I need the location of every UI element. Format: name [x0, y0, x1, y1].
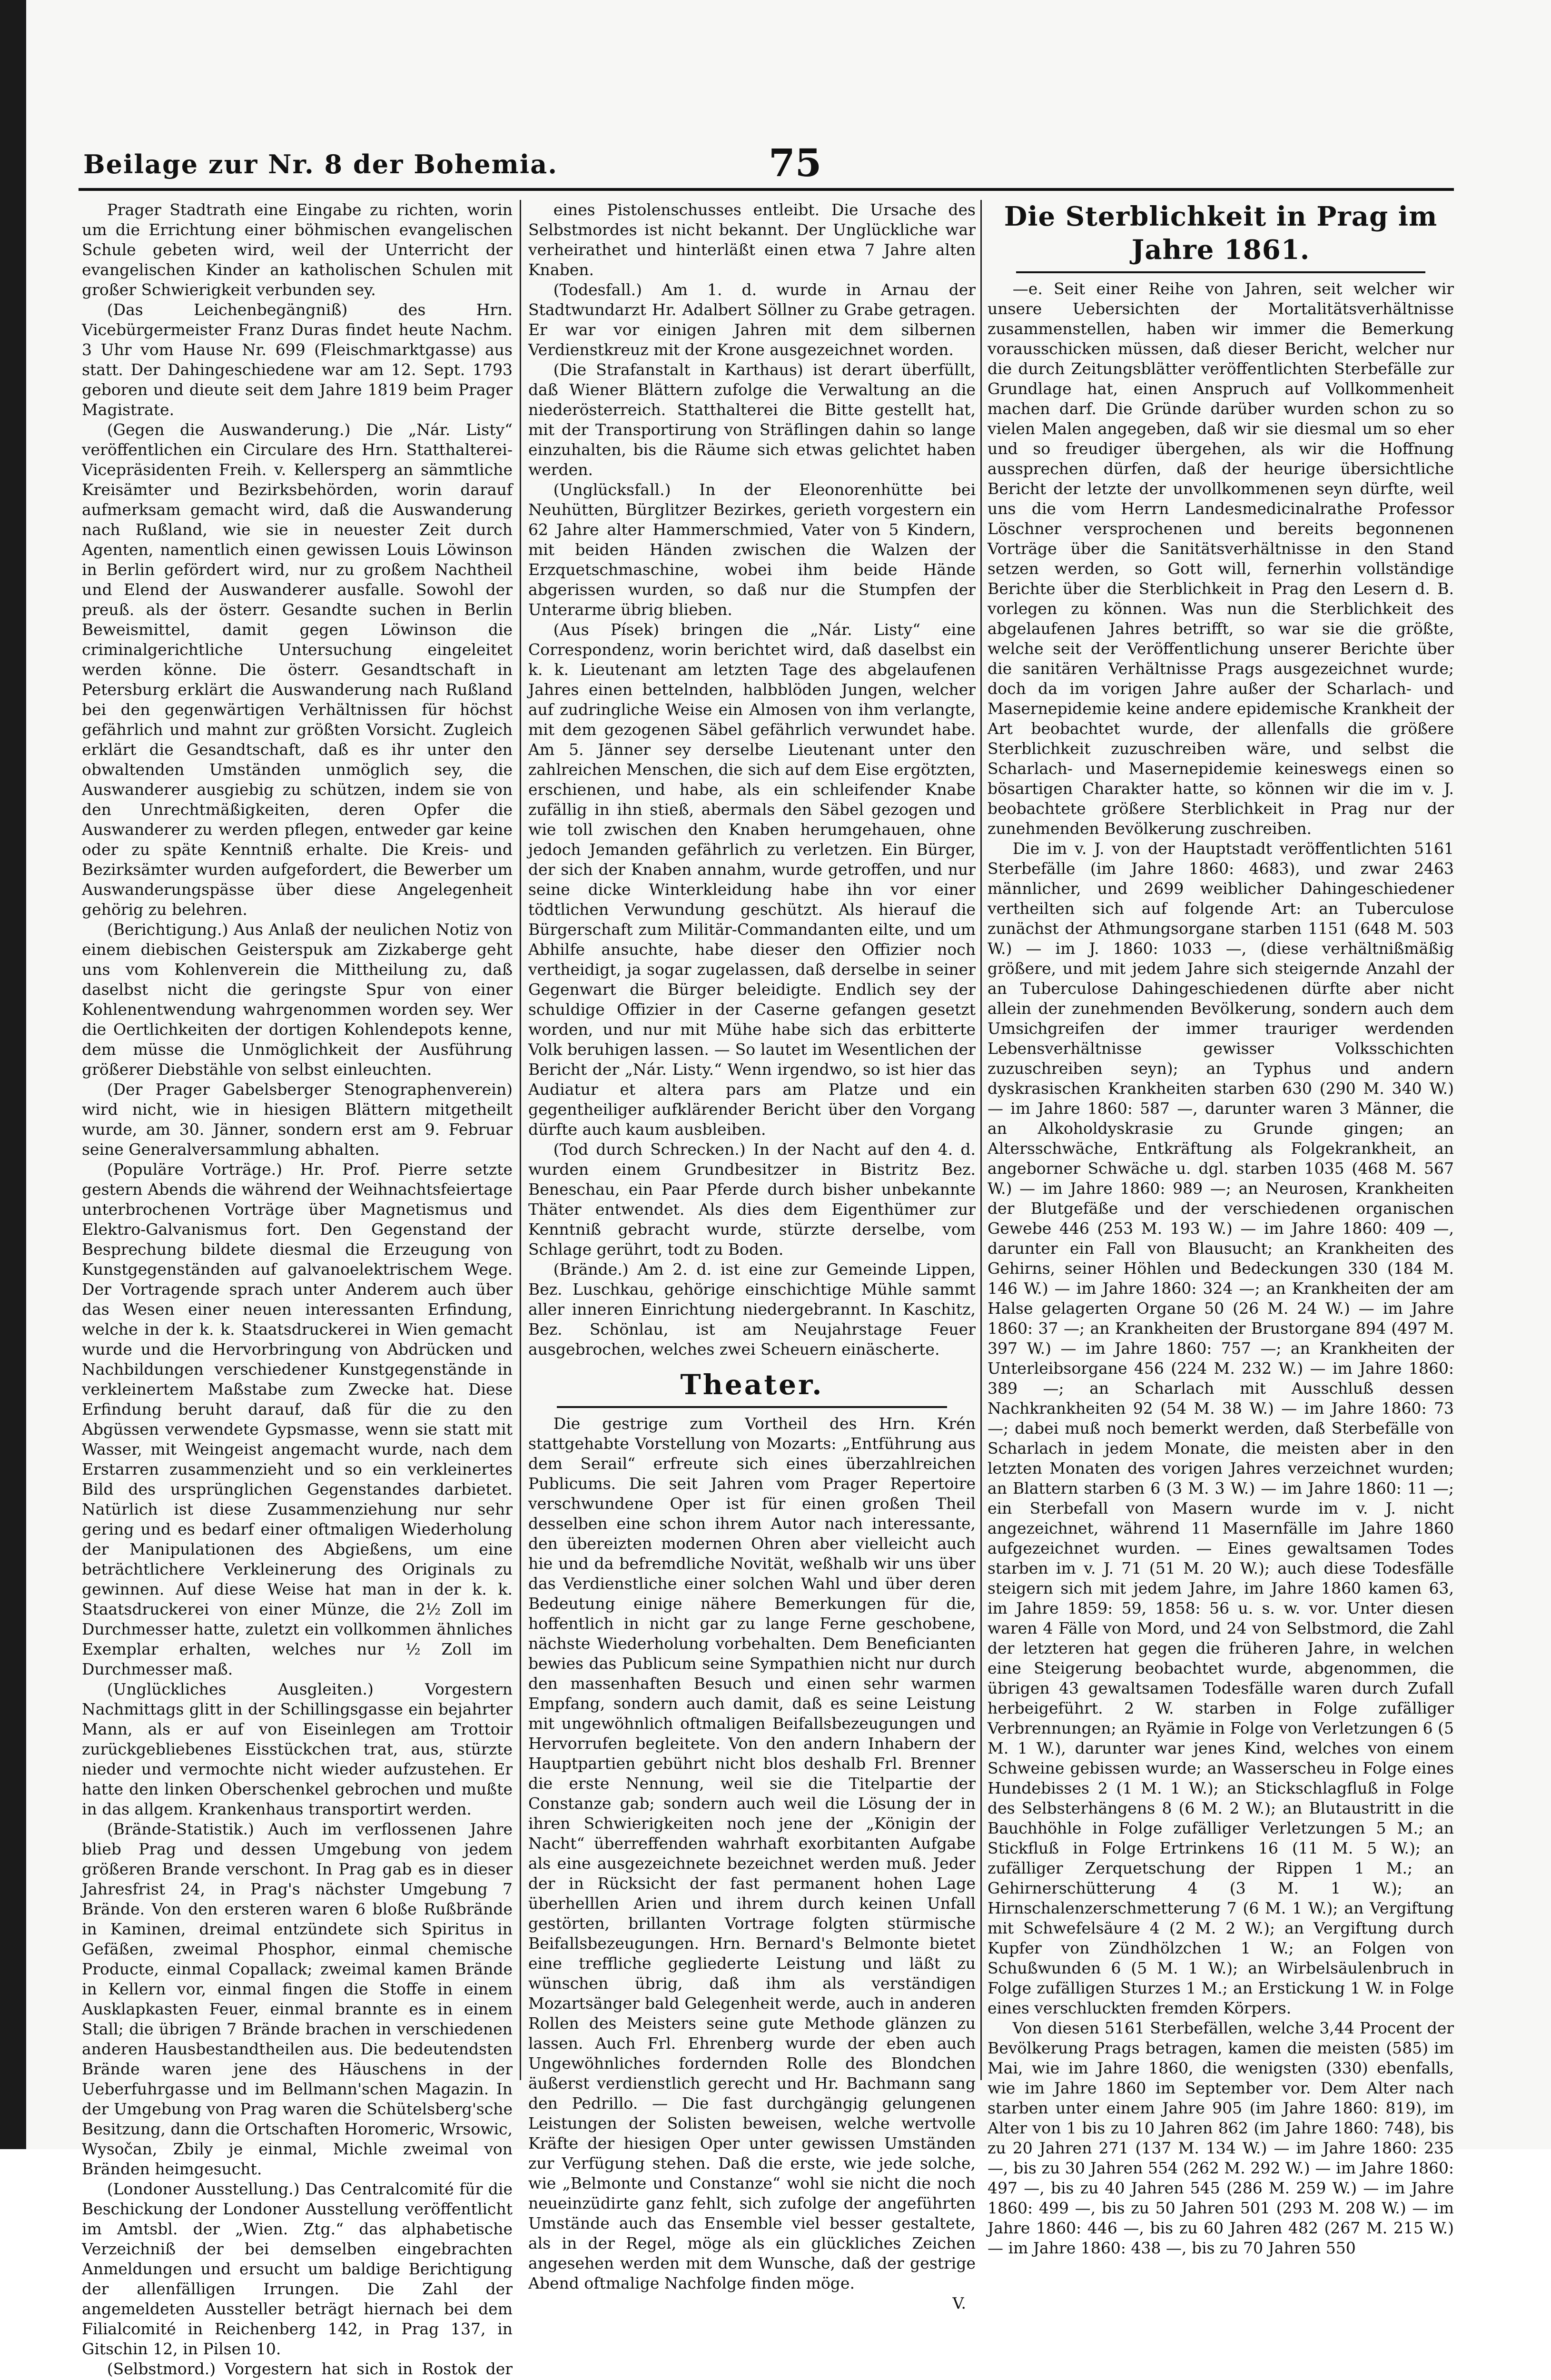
page-number: 75	[769, 140, 822, 185]
news-item: (Unglückliches Ausgleiten.) Vorgestern Nachmittags glitt in der Schillingsgasse ein bejahrter Mann, als er auf von Eiseinlegen am Trottoir zurückgebliebenes Eisstückchen trat, aus, stürzte nieder und vermochte nicht wieder aufzustehen. Er hatte den linken Oberschenkel gebrochen und mußte in das allgem. Krankenhaus transportirt werden.	[82, 1680, 513, 1818]
news-item: (Todesfall.) Am 1. d. wurde in Arnau der Stadtwundarzt Hr. Adalbert Söllner zu Grabe getragen. Er war vor einigen Jahren mit dem silbernen Verdienstkreuz mit der Krone ausgezeichnet worden.	[528, 280, 976, 359]
news-item: (Das Leichenbegängniß) des Hrn. Vicebürgermeister Franz Duras findet heute Nachm. 3 Uhr vom Hause Nr. 699 (Fleischmarktgasse) aus statt. Der Dahingeschiedene war am 12. Sept. 1793 geboren und dieute seit dem Jahre 1819 beim Prager Magistrate.	[82, 300, 513, 419]
theater-review: Die gestrige zum Vortheil des Hrn. Krén stattgehabte Vorstellung von Mozarts: „Entführung aus dem Serail“ erfreute sich eines überzahlreichen Publicums. Die seit Jahren vom Prager Repertoire verschwundene Oper ist für einen großen Theil desselben eine schon ihrem Autor nach interessante, den übereizten modernen Ohren aber vielleicht auch hie und da befremdliche Novität, weßhalb wir uns über das Verdienstliche einer solchen Wahl und über deren Bedeutung einige nähere Bemerkungen für die, hoffentlich in nicht gar zu lange Ferne geschobene, nächste Wiederholung vorbehalten. Dem Beneficianten bewies das Publicum seine Sympathien nicht nur durch den massenhaften Besuch und einen sehr warmen Empfang, sondern auch damit, daß es seine Leistung mit ungewöhnlich oftmaligen Beifallsbezeugungen und Hervorrufen begleitete. Von den andern Inhabern der Hauptpartien gebührt nicht blos deshalb Frl. Brenner die erste Nennung, weil sie die Titelpartie der Constanze gab; sondern auch weil die Lösung der in ihren Schwierigkeiten noch jene der „Königin der Nacht“ überreffenden wahrhaft exorbitanten Aufgabe als eine ausgezeichnete bezeichnet werden muß. Jeder der in Rücksicht der fast permanent hohen Lage überhelllen Arien und ihrem durch keinen Unfall gestörten, brillanten Vortrage folgten stürmische Beifallsbezeugungen. Hrn. Bernard's Belmonte bietet eine treffliche gegliederte Leistung und läßt zu wünschen übrig, daß ihm als verständigen Mozartsänger bald Gelegenheit werde, auch in anderen Rollen des Meisters seine gute Methode glänzen zu lassen. Auch Frl. Ehrenberg wurde der eben auch Ungewöhnliches fordernden Rolle des Blondchen äußerst verdienstlich gerecht und Hr. Bachmann sang den Pedrillo. — Die fast durchgängig gelungenen Leistungen der Solisten beweisen, welche wertvolle Kräfte der hiesigen Oper unter gewissen Umständen zur Verfügung stehen. Daß die erste, wie jede solche, wie „Belmonte und Constanze“ wohl sie nicht die noch neueinzüdirte ganz fehlt, sich zufolge der angeführten Umstände auch das Ensemble viel besser gestaltete, als in der Regel, möge als ein glückliches Zeichen angesehen werden mit dem Wunsche, daß der gestrige Abend oftmalige Nachfolge finden möge.	[528, 1414, 976, 2292]
supplement-title: Beilage zur Nr. 8 der Bohemia.	[83, 149, 558, 179]
news-item: (Unglücksfall.) In der Eleonorenhütte bei Neuhütten, Bürglitzer Bezirkes, gerieth vorgestern ein 62 Jahre alter Hammerschmied, Vater von 5 Kindern, mit beiden Händen zwischen die Walzen der Erzquetschmaschine, wobei ihm beide Hände abgerissen wurden, so daß nur die Stumpfen der Unterarme übrig blieben.	[528, 480, 976, 619]
author-signature: V.	[952, 2294, 966, 2312]
news-item: (Aus Písek) bringen die „Nár. Listy“ eine Correspondenz, worin berichtet wird, daß daselbst ein k. k. Lieutenant am letzten Tage des abgelaufenen Jahres einen bettelnden, halbblöden Jungen, welcher auf zudringliche Weise ein Almosen von ihm verlangte, mit dem gezogenen Säbel gefährlich verwundet habe. Am 5. Jänner sey derselbe Lieutenant unter den zahlreichen Menschen, die sich auf dem Eise ergötzten, erschienen, und habe, als ein schleifender Knabe zufällig in ihn stieß, abermals den Säbel gezogen und wie toll zwischen den Knaben herumgehauen, ohne jedoch Jemanden gefährlich zu verletzen. Ein Bürger, der sich der Knaben annahm, wurde getroffen, und nur seine dicke Winterkleidung habe ihn vor einer tödtlichen Verwundung geschützt. Als hierauf die Bürgerschaft zum Militär-Commandanten eilte, und um Abhilfe ansuchte, habe dieser den Offizier noch vertheidigt, ja sogar zugelassen, daß derselbe in seiner Gegenwart die Bürger beleidigte. Endlich sey der schuldige Offizier in der Caserne gefangen gesetzt worden, und nur mit Mühe habe sich das erbitterte Volk beruhigen lassen. — So lautet im Wesentlichen der Bericht der „Nár. Listy.“ Wenn irgendwo, so ist hier das Audiatur et altera pars am Platze und ein gegentheiliger aufklärender Bericht über den Vorgang dürfte auch kaum ausbleiben.	[528, 620, 976, 1139]
column-divider	[980, 200, 982, 2080]
page-header	[79, 140, 1454, 183]
article-paragraph: —e. Seit einer Reihe von Jahren, seit welcher wir unsere Uebersichten der Mortalitätsverhältnisse zusammenstellen, haben wir immer die Bemerkung vorausschicken müssen, daß dieser Bericht, welcher nur die durch Zeitungsblätter veröffentlichten Sterbefälle zur Grundlage hat, einen Anspruch auf Vollkommenheit machen darf. Die Gründe darüber wurden schon zu so vielen Malen angegeben, daß wir sie diesmal um so eher und so freudiger übergehen, als wir die Hoffnung aussprechen dürfen, daß der heurige übersichtliche Bericht der letzte der unvollkommenen seyn dürfte, weil uns die vom Herrn Landesmedicinalrathe Professor Löschner versprochenen und bereits begonnenen Vorträge über die Sanitätsverhältnisse in den Stand setzen werden, so Gott will, fernerhin vollständige Berichte über die Sterblichkeit in Prag den Lesern d. B. vorlegen zu können. Was nun die Sterblichkeit des abgelaufenen Jahres betrifft, so war sie die größte, welche seit der Veröffentlichung unserer Berichte über die sanitären Verhältnisse Prags ausgezeichnet wurde; doch da im vorigen Jahre außer der Scharlach- und Masernepidemie keine andere epidemische Krankheit der Art beobachtet wurde, der allenfalls die größere Sterblichkeit zuzuschreiben wäre, und selbst die Scharlach- und Masernepidemie keineswegs einen so bösartigen Charakter hatte, so können wir die im v. J. beobachtete größere Sterblichkeit in Prag nur der zunehmenden Bevölkerung zuschreiben.	[988, 279, 1454, 838]
article-paragraph: Von diesen 5161 Sterbefällen, welche 3,44 Procent der Bevölkerung Prags betragen, kamen die meisten (585) im Mai, wie im Jahre 1860, die wenigsten (330) ebenfalls, wie im Jahre 1860 im September vor. Dem Alter nach starben unter einem Jahre 905 (im Jahre 1860: 819), im Alter von 1 bis zu 10 Jahren 862 (im Jahre 1860: 748), bis zu 20 Jahren 271 (137 M. 134 W.) — im Jahre 1860: 235 —, bis zu 30 Jahren 554 (262 M. 292 W.) — im Jahre 1860: 497 —, bis zu 40 Jahren 545 (286 M. 259 W.) — im Jahre 1860: 499 —, bis zu 50 Jahren 501 (293 M. 208 W.) — im Jahre 1860: 446 —, bis zu 60 Jahren 482 (267 M. 215 W.) — im Jahre 1860: 438 —, bis zu 70 Jahren 550	[988, 2019, 1454, 2257]
news-item: (Londoner Ausstellung.) Das Centralcomité für die Beschickung der Londoner Ausstellung veröffentlicht im Amtsbl. der „Wien. Ztg.“ das alphabetische Verzeichniß der bei demselben eingebrachten Anmeldungen und ersucht um baldige Berichtigung der allenfälligen Irrungen. Die Zahl der angemeldeten Aussteller beträgt hiernach bei dem Filialcomité in Reichenberg 142, in Prag 137, in Gitschin 12, in Pilsen 10.	[82, 2180, 513, 2358]
header-rule	[79, 188, 1454, 191]
theater-heading: Theater.	[680, 1368, 824, 1401]
scan-edge	[0, 0, 26, 2149]
news-item: (Die Strafanstalt in Karthaus) ist derart überfüllt, daß Wiener Blättern zufolge die Verwaltung an die niederösterreich. Statthalterei die Bitte gestellt hat, mit der Transportirung von Sträflingen dahin so lange einzuhalten, bis die Räume sich etwas gelichtet haben werden.	[528, 360, 976, 479]
column-3	[988, 200, 1454, 2257]
news-item: (Tod durch Schrecken.) In der Nacht auf den 4. d. wurden einem Grundbesitzer in Bistritz Bez. Beneschau, ein Paar Pferde durch bisher unbekannte Thäter entwendet. Als dies dem Eigenthümer zur Kenntniß gebracht wurde, stürzte derselbe, vom Schlage gerührt, todt zu Boden.	[528, 1140, 976, 1259]
column-1	[82, 200, 513, 2378]
column-divider	[520, 200, 521, 2080]
news-item: (Populäre Vorträge.) Hr. Prof. Pierre setzte gestern Abends die während der Weihnachtsfeiertage unterbrochenen Vorträge über Magnetismus und Elektro-Galvanismus fort. Den Gegenstand der Besprechung bildete diesmal die Erzeugung von Kunstgegenständen auf galvanoelektrischem Wege. Der Vortragende sprach unter Anderem auch über das Wesen einer neuen interessanten Erfindung, welche in der k. k. Staatsdruckerei in Wien gemacht wurde und die Hervorbringung von Abdrücken und Nachbildungen verschiedener Kunstgegenstände in verkleinertem Maßstabe zum Zwecke hat. Diese Erfindung beruht darauf, daß für die zu den Abgüssen verwendete Gypsmasse, wenn sie statt mit Wasser, mit Weingeist angemacht wurde, nach dem Erstarren zusammenzieht und so ein verkleinertes Bild des ursprünglichen Gegenstandes darbietet. Natürlich ist diese Zusammenziehung nur sehr gering und es bedarf einer oftmaligen Wiederholung der Manipulationen des Abgießens, um eine beträchtlichere Verkleinerung des Originals zu gewinnen. Auf diese Weise hat man in der k. k. Staatsdruckerei von einer Münze, die 2½ Zoll im Durchmesser hatte, zuletzt ein vollkommen ähnliches Exemplar erhalten, welches nur ½ Zoll im Durchmesser maß.	[82, 1160, 513, 1678]
heading-rule	[1016, 271, 1425, 273]
news-item: Prager Stadtrath eine Eingabe zu richten, worin um die Errichtung einer böhmischen evangelischen Schule gebeten wird, weil der Unterricht der evangelischen Kinder an katholischen Schulen mit großer Schwierigkeit verbunden sey.	[82, 200, 513, 299]
news-item: (Brände-Statistik.) Auch im verflossenen Jahre blieb Prag und dessen Umgebung von jedem größeren Brande verschont. In Prag gab es in dieser Jahresfrist 24, in Prag's nächster Umgebung 7 Brände. Von den ersteren waren 6 bloße Rußbrände in Kaminen, dreimal entzündete sich Spiritus in Gefäßen, zweimal Phosphor, einmal chemische Producte, einmal Copallack; zweimal kamen Brände in Kellern vor, einmal fingen die Stoffe in einem Ausklapkasten Feuer, einmal brannte es in einem Stall; die übrigen 7 Brände brachen in verschiedenen anderen Hausbestandtheilen aus. Die bedeutendsten Brände waren jene des Häuschens in der Ueberfuhrgasse und im Bellmann'schen Magazin. In der Umgebung von Prag waren die Schütelsberg'sche Besitzung, dann die Ortschaften Horomeric, Wrsowic, Wysočan, Zbily je einmal, Michle zweimal von Bränden heimgesucht.	[82, 1820, 513, 2178]
column-2	[528, 200, 976, 2312]
heading-rule	[557, 1406, 947, 1408]
article-title: Die Sterblichkeit in Prag im Jahre 1861.	[1004, 201, 1438, 266]
news-item: (Brände.) Am 2. d. ist eine zur Gemeinde Lippen, Bez. Luschkau, gehörige einschichtige Mühle sammt aller inneren Einrichtung niedergebrannt. In Kaschitz, Bez. Schönlau, ist am Neujahrstage Feuer ausgebrochen, welches zwei Scheuern einäscherte.	[528, 1260, 976, 1359]
news-item: (Gegen die Auswanderung.) Die „Nár. Listy“ veröffentlichen ein Circulare des Hrn. Statthalterei-Vicepräsidenten Freih. v. Kellersperg an sämmtliche Kreisämter und Bezirksbehörden, worin darauf aufmerksam gemacht wird, daß die Auswanderung nach Rußland, wie sie in neuester Zeit durch Agenten, namentlich einen gewissen Louis Löwinson in Berlin gefördert wird, nur zu großem Nachtheil und Elend der Auswanderer ausfalle. Sowohl der preuß. als der österr. Gesandte suchen in Berlin Beweismittel, damit gegen Löwinson die criminalgerichtliche Untersuchung eingeleitet werden könne. Die österr. Gesandtschaft in Petersburg erklärt die Auswanderung nach Rußland bei den gegenwärtigen Verhältnissen für höchst gefährlich und mahnt zur größten Vorsicht. Zugleich erklärt die Gesandtschaft, daß es ihr unter den obwaltenden Umständen unmöglich sey, die Auswanderer ausgiebig zu schützen, indem sie von den Unrechtmäßigkeiten, deren Opfer die Auswanderer zu werden pflegen, entweder gar keine oder zu späte Kenntniß erhalte. Die Kreis- und Bezirksämter wurden aufgefordert, die Bewerber um Auswanderungspässe über diese Angelegenheit gehörig zu belehren.	[82, 420, 513, 919]
news-item: eines Pistolenschusses entleibt. Die Ursache des Selbstmordes ist nicht bekannt. Der Unglückliche war verheirathet und hinterläßt einen etwa 7 Jahre alten Knaben.	[528, 200, 976, 279]
news-item: (Der Prager Gabelsberger Stenographenverein) wird nicht, wie in hiesigen Blättern mitgetheilt wurde, am 30. Jänner, sondern erst am 9. Februar seine Generalversammlung abhalten.	[82, 1080, 513, 1159]
news-item: (Selbstmord.) Vorgestern hat sich in Rostok der	[107, 2360, 513, 2378]
news-item: (Berichtigung.) Aus Anlaß der neulichen Notiz von einem diebischen Geisterspuk am Zizkaberge geht uns vom Kohlenverein die Mittheilung zu, daß daselbst nicht die geringste Spur von einer Kohlenentwendung wahrgenommen worden sey. Wer die Oertlichkeiten der dortigen Kohlendepots kenne, dem müsse die Unmöglichkeit der Ausführung größerer Diebstähle von selbst einleuchten.	[82, 920, 513, 1079]
article-paragraph: Die im v. J. von der Hauptstadt veröffentlichten 5161 Sterbefälle (im Jahre 1860: 4683), und zwar 2463 männlicher, und 2699 weiblicher Dahingeschiedener vertheilten sich auf folgende Art: an Tuberculose zunächst der Athmungsorgane starben 1151 (648 M. 503 W.) — im J. 1860: 1033 —, (diese verhältnißmäßig größere, und mit jedem Jahre sich steigernde Anzahl der an Tuberculose Dahingeschiedenen dürfte aber nicht allein der zunehmenden Bevölkerung, sondern auch dem Umsichgreifen der immer trauriger werdenden Lebensverhältnisse gewisser Volksschichten zuzuschreiben seyn); an Typhus und andern dyskrasischen Krankheiten starben 630 (290 M. 340 W.) — im Jahre 1860: 587 —, darunter waren 3 Männer, die an Alkoholdyskrasie zu Grunde gingen; an Altersschwäche, Entkräftung als Folgekrankheit, an angeborner Schwäche u. dgl. starben 1035 (468 M. 567 W.) — im Jahre 1860: 989 —; an Neurosen, Krankheiten der Blutgefäße und der verschiedenen organischen Gewebe 446 (253 M. 193 W.) — im Jahre 1860: 409 —, darunter ein Fall von Blausucht; an Krankheiten des Gehirns, seiner Höhlen und Bedeckungen 330 (184 M. 146 W.) — im Jahre 1860: 324 —; an Krankheiten der am Halse gelagerten Organe 50 (26 M. 24 W.) — im Jahre 1860: 37 —; an Krankheiten der Brustorgane 894 (497 M. 397 W.) — im Jahre 1860: 757 —; an Krankheiten der Unterleibsorgane 456 (224 M. 232 W.) — im Jahre 1860: 389 —; an Scharlach mit Ausschluß dessen Nachkrankheiten 92 (54 M. 38 W.) — im Jahre 1860: 73 —; dabei muß noch bemerkt werden, daß Sterbefälle von Scharlach in jedem Monate, die meisten aber in den letzten Monaten des vorigen Jahres verzeichnet wurden; an Blattern starben 6 (3 M. 3 W.) — im Jahre 1860: 11 —; ein Sterbefall von Masern wurde im v. J. nicht angezeichnet, während 11 Masernfälle im Jahre 1860 aufgezeichnet wurden. — Eines gewaltsamen Todes starben im v. J. 71 (51 M. 20 W.); auch diese Todesfälle steigern sich mit jedem Jahre, im Jahre 1860 kamen 63, im Jahre 1859: 59, 1858: 56 u. s. w. vor. Unter diesen waren 4 Fälle von Mord, und 24 von Selbstmord, die Zahl der letzteren hat gegen die früheren Jahre, in welchen eine Steigerung beobachtet wurde, abgenommen, die übrigen 43 gewaltsamen Todesfälle waren durch Zufall herbeigeführt. 2 W. starben in Folge zufälliger Verbrennungen; an Ryämie in Folge von Verletzungen 6 (5 M. 1 W.), darunter war jenes Kind, welches von einem Schweine gebissen wurde; an Wasserscheu in Folge eines Hundebisses 2 (1 M. 1 W.); an Stickschlagfluß in Folge des Selbsterhängens 8 (6 M. 2 W.); an Blutaustritt in die Bauchhöhle in Folge zufälliger Verletzungen 5 M.; an Stickfluß in Folge Ertrinkens 16 (11 M. 5 W.); an zufälliger Zerquetschung der Rippen 1 M.; an Gehirnerschütterung 4 (3 M. 1 W.); an Hirnschalenzerschmetterung 7 (6 M. 1 W.); an Vergiftung mit Schwefelsäure 4 (2 M. 2 W.); an Vergiftung durch Kupfer von Zündhölzchen 1 W.; an Folgen von Schußwunden 6 (5 M. 1 W.); an Wirbelsäulenbruch in Folge zufälligen Sturzes 1 M.; an Erstickung 1 W. in Folge eines verschluckten fremden Körpers.	[988, 839, 1454, 2017]
